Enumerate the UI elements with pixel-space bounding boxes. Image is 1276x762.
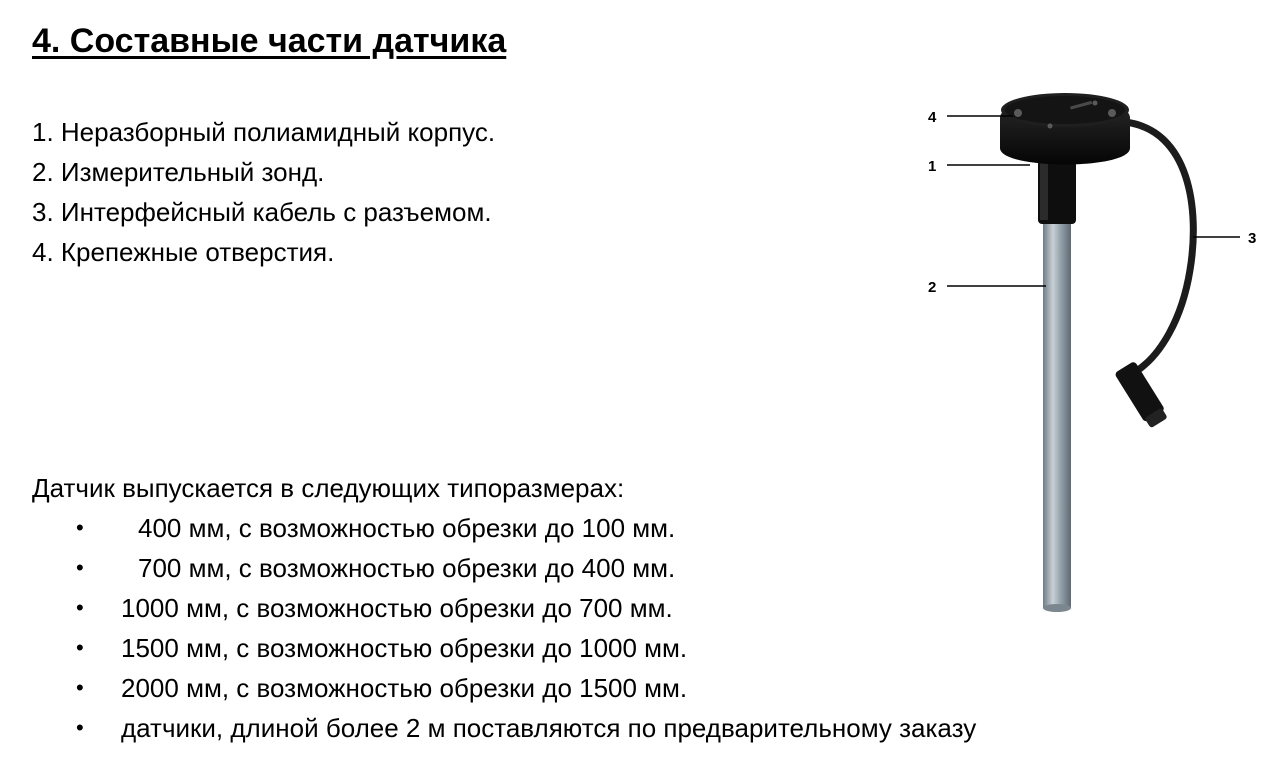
probe-rod xyxy=(1043,220,1071,612)
parts-list xyxy=(32,112,495,272)
sensor-figure xyxy=(900,70,1276,630)
callout-label: 3 xyxy=(1248,230,1257,247)
parts-list-item: 4. Крепежные отверстия. xyxy=(32,237,335,267)
fixing-hole xyxy=(1108,109,1116,117)
callout-3 xyxy=(1193,230,1256,247)
callout-2 xyxy=(928,279,1046,296)
fixing-hole xyxy=(1093,101,1098,106)
fixing-hole xyxy=(1048,124,1053,129)
bullet-icon: • xyxy=(76,715,84,740)
bullet-icon: • xyxy=(76,675,84,700)
bullet-icon: • xyxy=(76,595,84,620)
housing-neck xyxy=(1038,160,1076,224)
callout-label: 1 xyxy=(928,158,937,175)
parts-list-item: 3. Интерфейсный кабель с разъемом. xyxy=(32,197,492,227)
parts-list-item: 2. Измерительный зонд. xyxy=(32,157,325,187)
parts-list-item: 1. Неразборный полиамидный корпус. xyxy=(32,117,496,147)
size-text: 1000 мм, с возможностью обрезки до 700 мм. xyxy=(121,593,673,623)
fixing-hole xyxy=(1014,109,1022,117)
size-text: 700 мм, с возможностью обрезки до 400 мм. xyxy=(138,553,676,583)
size-text: 1500 мм, с возможностью обрезки до 1000 мм. xyxy=(121,633,688,663)
page-title: 4. Составные части датчика xyxy=(32,22,507,60)
callout-1 xyxy=(928,158,1030,175)
housing xyxy=(1000,93,1130,165)
bullet-icon: • xyxy=(76,555,84,580)
bullet-icon: • xyxy=(76,515,84,540)
callout-label: 4 xyxy=(928,109,937,126)
size-text: датчики, длиной более 2 м поставляются по предварительному заказу xyxy=(121,713,977,743)
callout-label: 2 xyxy=(928,279,937,296)
cable xyxy=(1114,122,1193,429)
bullet-icon: • xyxy=(76,635,84,660)
size-text: 2000 мм, с возможностью обрезки до 1500 мм. xyxy=(121,673,688,703)
size-text: 400 мм, с возможностью обрезки до 100 мм. xyxy=(138,513,676,543)
sizes-intro: Датчик выпускается в следующих типоразмерах: xyxy=(32,473,625,503)
